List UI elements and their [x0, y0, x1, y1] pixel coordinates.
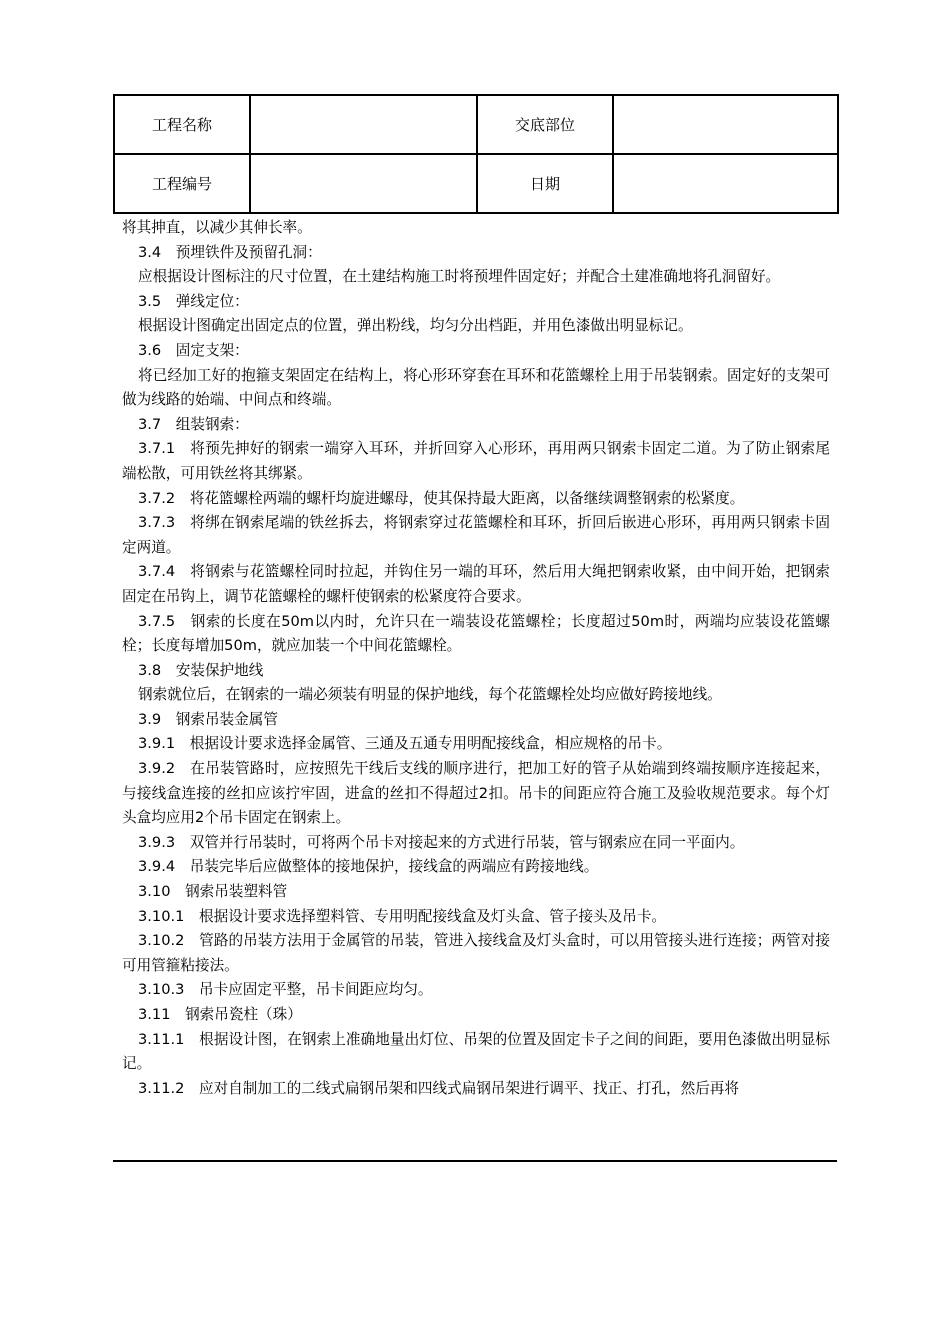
date-value[interactable] [613, 154, 838, 213]
paragraph: 钢索就位后，在钢索的一端必须装有明显的保护地线，每个花篮螺栓处均应做好跨接地线。 [138, 686, 722, 704]
section-heading-3-8: 3.8 安装保护地线 [138, 661, 264, 679]
project-no-value[interactable] [250, 154, 477, 213]
section-heading-3-4: 3.4 预埋铁件及预留孔洞： [138, 243, 322, 261]
paragraph-3-10-1: 3.10.1 根据设计要求选择塑料管、专用明配接线盒及灯头盒、管子接头及吊卡。 [138, 907, 667, 925]
section-heading-3-7: 3.7 组装钢索： [138, 415, 249, 433]
paragraph-3-7-3: 3.7.3 将绑在钢索尾端的铁丝拆去，将钢索穿过花篮螺栓和耳环，折回后嵌进心形环，再用两只钢索卡固定两道。 [122, 514, 830, 556]
paragraph-3-7-1: 3.7.1 将预先抻好的钢索一端穿入耳环，并折回穿入心形环，再用两只钢索卡固定二道。为了防止钢索尾端松散，可用铁丝将其绑紧。 [122, 440, 830, 482]
section-heading-3-5: 3.5 弹线定位： [138, 292, 249, 310]
header-table [113, 94, 839, 214]
handover-part-label: 交底部位 [477, 95, 613, 154]
paragraph-3-7-4: 3.7.4 将钢索与花篮螺栓同时拉起，并钩住另一端的耳环，然后用大绳把钢索收紧，由中间开始，把钢索固定在吊钩上，调节花篮螺栓的螺杆使钢索的松紧度符合要求。 [122, 563, 830, 605]
project-name-value[interactable] [250, 95, 477, 154]
header-row-2 [114, 154, 838, 213]
paragraph-3-9-1: 3.9.1 根据设计要求选择金属管、三通及五通专用明配接线盒，相应规格的吊卡。 [138, 735, 672, 753]
paragraph: 将已经加工好的抱箍支架固定在结构上，将心形环穿套在耳环和花篮螺栓上用于吊装钢索。固定好的支架可做为线路的始端、中间点和终端。 [122, 366, 830, 409]
paragraph-3-11-2: 3.11.2 应对自制加工的二线式扁钢吊架和四线式扁钢吊架进行调平、找正、打孔，然后再将 [138, 1079, 739, 1097]
handover-part-value[interactable] [613, 95, 838, 154]
footer-divider [113, 1160, 837, 1162]
paragraph-3-9-2: 3.9.2 在吊装管路时，应按照先干线后支线的顺序进行，把加工好的管子从始端到终端按顺序连接起来，与接线盒连接的丝扣应该拧牢固，进盒的丝扣不得超过2扣。吊卡的间距应符合施工及验收规范要求。每个灯头盒均应用2个吊卡固定在钢索上。 [122, 760, 830, 827]
header-row-1 [114, 95, 838, 154]
section-heading-3-11: 3.11 钢索吊瓷柱（珠） [138, 1006, 302, 1023]
paragraph: 应根据设计图标注的尺寸位置，在土建结构施工时将预埋件固定好；并配合土建准确地将孔洞留好。 [138, 268, 781, 286]
paragraph-3-7-5: 3.7.5 钢索的长度在50m以内时，允许只在一端装设花篮螺栓；长度超过50m时，两端均应装设花篮螺栓；长度每增加50m，就应加装一个中间花篮螺栓。 [122, 612, 830, 655]
paragraph-3-9-4: 3.9.4 吊装完毕后应做整体的接地保护，接线盒的两端应有跨接地线。 [138, 858, 599, 876]
project-name-label: 工程名称 [114, 95, 250, 154]
paragraph-3-7-2: 3.7.2 将花篮螺栓两端的螺杆均旋进螺母，使其保持最大距离，以备继续调整钢索的松紧度。 [138, 489, 745, 507]
project-no-label: 工程编号 [114, 154, 250, 213]
date-label: 日期 [477, 154, 613, 213]
section-heading-3-10: 3.10 钢索吊装塑料管 [138, 883, 288, 901]
document-body [122, 216, 830, 1101]
paragraph-3-10-2: 3.10.2 管路的吊装方法用于金属管的吊装，管进入接线盒及灯头盒时，可以用管接头进行连接；两管对接可用管箍粘接法。 [122, 932, 830, 974]
section-heading-3-6: 3.6 固定支架： [138, 341, 249, 359]
paragraph: 根据设计图确定出固定点的位置，弹出粉线，均匀分出档距，并用色漆做出明显标记。 [138, 317, 693, 335]
paragraph-continuation: 将其抻直，以减少其伸长率。 [122, 219, 312, 236]
section-heading-3-9: 3.9 钢索吊装金属管 [138, 710, 278, 728]
paragraph-3-11-1: 3.11.1 根据设计图，在钢索上准确地量出灯位、吊架的位置及固定卡子之间的间距，要用色漆做出明显标记。 [122, 1030, 830, 1073]
paragraph-3-9-3: 3.9.3 双管并行吊装时，可将两个吊卡对接起来的方式进行吊装，管与钢索应在同一平面内。 [138, 833, 745, 851]
paragraph-3-10-3: 3.10.3 吊卡应固定平整，吊卡间距应均匀。 [138, 981, 433, 999]
